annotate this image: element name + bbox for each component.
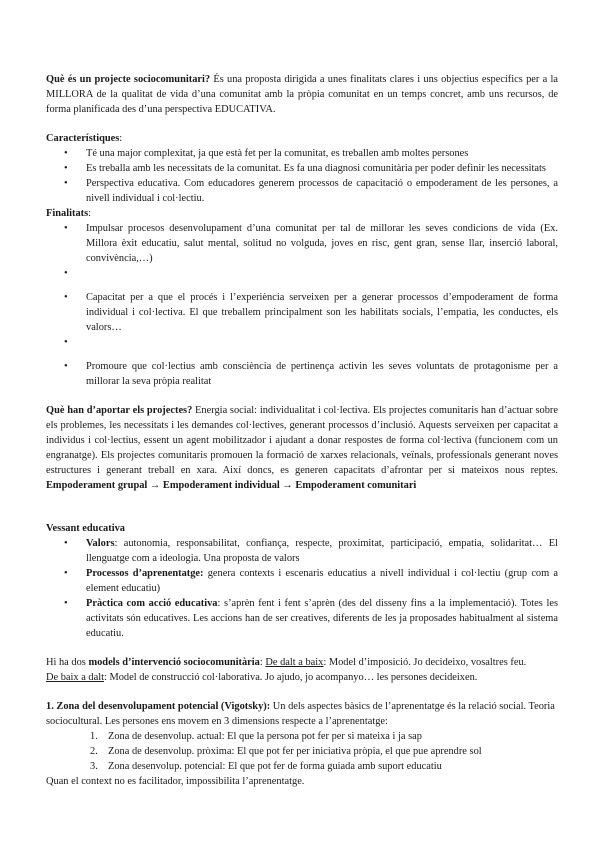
- vessant-term: Processos d’aprenentatge:: [86, 568, 204, 579]
- document-page: [46, 72, 558, 789]
- vessant-text: : s’aprèn fent i fent s’aprèn (des del disseny fins a la implementació). Totes les activitats són educatives. Les accions han de ser creatives, diferents de les ja proposades habitualment al sistema educatiu.: [86, 598, 558, 639]
- zona-paragraph: [46, 699, 558, 729]
- finalitats-heading-line: Finalitats:: [46, 208, 92, 219]
- list-item: • Té una major complexitat, ja que està fet per la comunitat, es treballen amb moltes persones: [46, 146, 558, 161]
- intro-text: És una proposta dirigida a unes finalitats clares i uns objectius específics per a la MILLORA de la qualitat de vida d’una comunitat amb la pròpia comunitat en un temps concret, amb uns recursos, de forma planificada des d’una perspectiva EDUCATIVA.: [46, 74, 558, 115]
- list-number: 1.: [90, 731, 98, 742]
- list-item: [46, 744, 558, 759]
- aportar-text: Energia social: individualitat i col·lectiva. Els projectes comunitaris han d’actuar sobre els problemes, les necessitats i les demandes col·lectives, generant processos d’inclusió. Aquests serveixen per capacitat a individus i col·lectius, essent un agent mobilitzador i ajudant a donar respostes de forma col·lectiva (funcionem com un engranatge). Els projectes comunitaris promouen la formació de xarxes relacionals, veïnals, professionals generant noves estructures i generant treball en xara. Així doncs, es generen capacitats d’afrontar per si mateixos nous reptes.: [46, 405, 558, 476]
- intro-paragraph: [46, 72, 558, 117]
- zona-list: [46, 729, 558, 774]
- list-text: Zona de desenvolup. actual: El que la persona pot fer per si mateixa i ja sap: [108, 731, 422, 742]
- list-item: [46, 596, 558, 641]
- list-item: [46, 759, 558, 774]
- vessant-heading: Vessant educativa: [46, 523, 125, 534]
- spacer: [46, 266, 558, 290]
- models-prefix: Hi ha dos: [46, 657, 89, 668]
- models-sep: :: [259, 657, 266, 668]
- list-item: [46, 729, 558, 744]
- caracteristiques-heading: Característiques: [46, 133, 120, 144]
- vessant-text: : autonomia, responsabilitat, confiança, respecte, proximitat, participació, empatia, solidaritat… El llenguatge com a ideologia. Una proposta de valors: [86, 538, 558, 564]
- list-item: [46, 566, 558, 596]
- empoderament-chain: Empoderament grupal → Empoderament individual → Empoderament comunitari: [46, 480, 417, 491]
- list-number: 3.: [90, 761, 98, 772]
- vessant-heading-line: [46, 521, 558, 536]
- intro-heading: Què és un projecte sociocomunitari?: [46, 74, 211, 85]
- vessant-text: genera contexts i escenaris educatius a nivell individual i col·lectiu (grup com a element educatiu): [86, 568, 559, 594]
- spacer: [46, 335, 558, 359]
- caracteristiques-heading-line: Característiques:: [46, 133, 123, 144]
- list-number: 2.: [90, 746, 98, 757]
- vessant-term: Valors: [86, 538, 115, 549]
- aportar-paragraph: [46, 403, 558, 493]
- vessant-term: Pràctica com acció educativa: [86, 598, 218, 609]
- caracteristiques-list: [46, 146, 558, 206]
- zona-text: Un dels aspectes bàsics de l’aprenentatge és la relació social. Teoria sociocultural. Les persones ens movem en 3 dimensions respecte a l’aprenentatge:: [46, 701, 555, 727]
- list-text: Zona desenvolup. potencial: El que pot fer de forma guiada amb suport educatiu: [108, 761, 442, 772]
- finalitats-heading: Finalitats: [46, 208, 89, 219]
- model-1-label: De dalt a baix: [265, 657, 324, 668]
- finalitats-list: [46, 221, 558, 389]
- model-1-text: : Model d’imposició. Jo decideixo, vosaltres feu.: [323, 657, 527, 668]
- list-item: • Promoure que col·lectius amb consciència de pertinença activin les seves voluntats de protagonisme per a millorar la seva pròpia realitat: [46, 359, 558, 389]
- model-2-text: : Model de construcció col·laborativa. Jo ajudo, jo acompanyo… les persones decideixen.: [104, 672, 478, 683]
- models-term: models d’intervenció sociocomunitària: [88, 657, 260, 668]
- zona-closing: Quan el context no es facilitador, impossibilita l’aprenentatge.: [46, 776, 305, 787]
- zona-heading: 1. Zona del desenvolupament potencial (Vigotsky):: [46, 701, 271, 712]
- list-item: • Impulsar procesos desenvolupament d’una comunitat per tal de millorar les seves condicions de vida (Ex. Millora èxit educatiu, salut mental, solitud no volguda, joves en risc, gent gran, sense llar, inserció laboral, convivència,…): [46, 221, 558, 266]
- list-text: Zona de desenvolup. pròxima: El que pot fer per iniciativa pròpia, el que pue aprendre sol: [108, 746, 482, 757]
- vessant-list: [46, 536, 558, 641]
- list-item: • Es treballa amb les necessitats de la comunitat. Es fa una diagnosi comunitària per poder definir les necessitats: [46, 161, 558, 176]
- models-paragraph: [46, 655, 558, 670]
- list-item: [46, 536, 558, 566]
- models-paragraph-2: [46, 670, 558, 685]
- list-item: • Perspectiva educativa. Com educadores generem processos de capacitació o empoderament de les persones, a nivell individual i col·lectiu.: [46, 176, 558, 206]
- aportar-heading: Què han d’aportar els projectes?: [46, 405, 193, 416]
- list-item: • Capacitat per a que el procés i l’experiència serveixen per a generar processos d’empoderament de forma individual i col·lectiva. El que treballem principalment son les habilitats socials, l’empatia, les conductes, els valors…: [46, 290, 558, 335]
- model-2-label: De baix a dalt: [46, 672, 104, 683]
